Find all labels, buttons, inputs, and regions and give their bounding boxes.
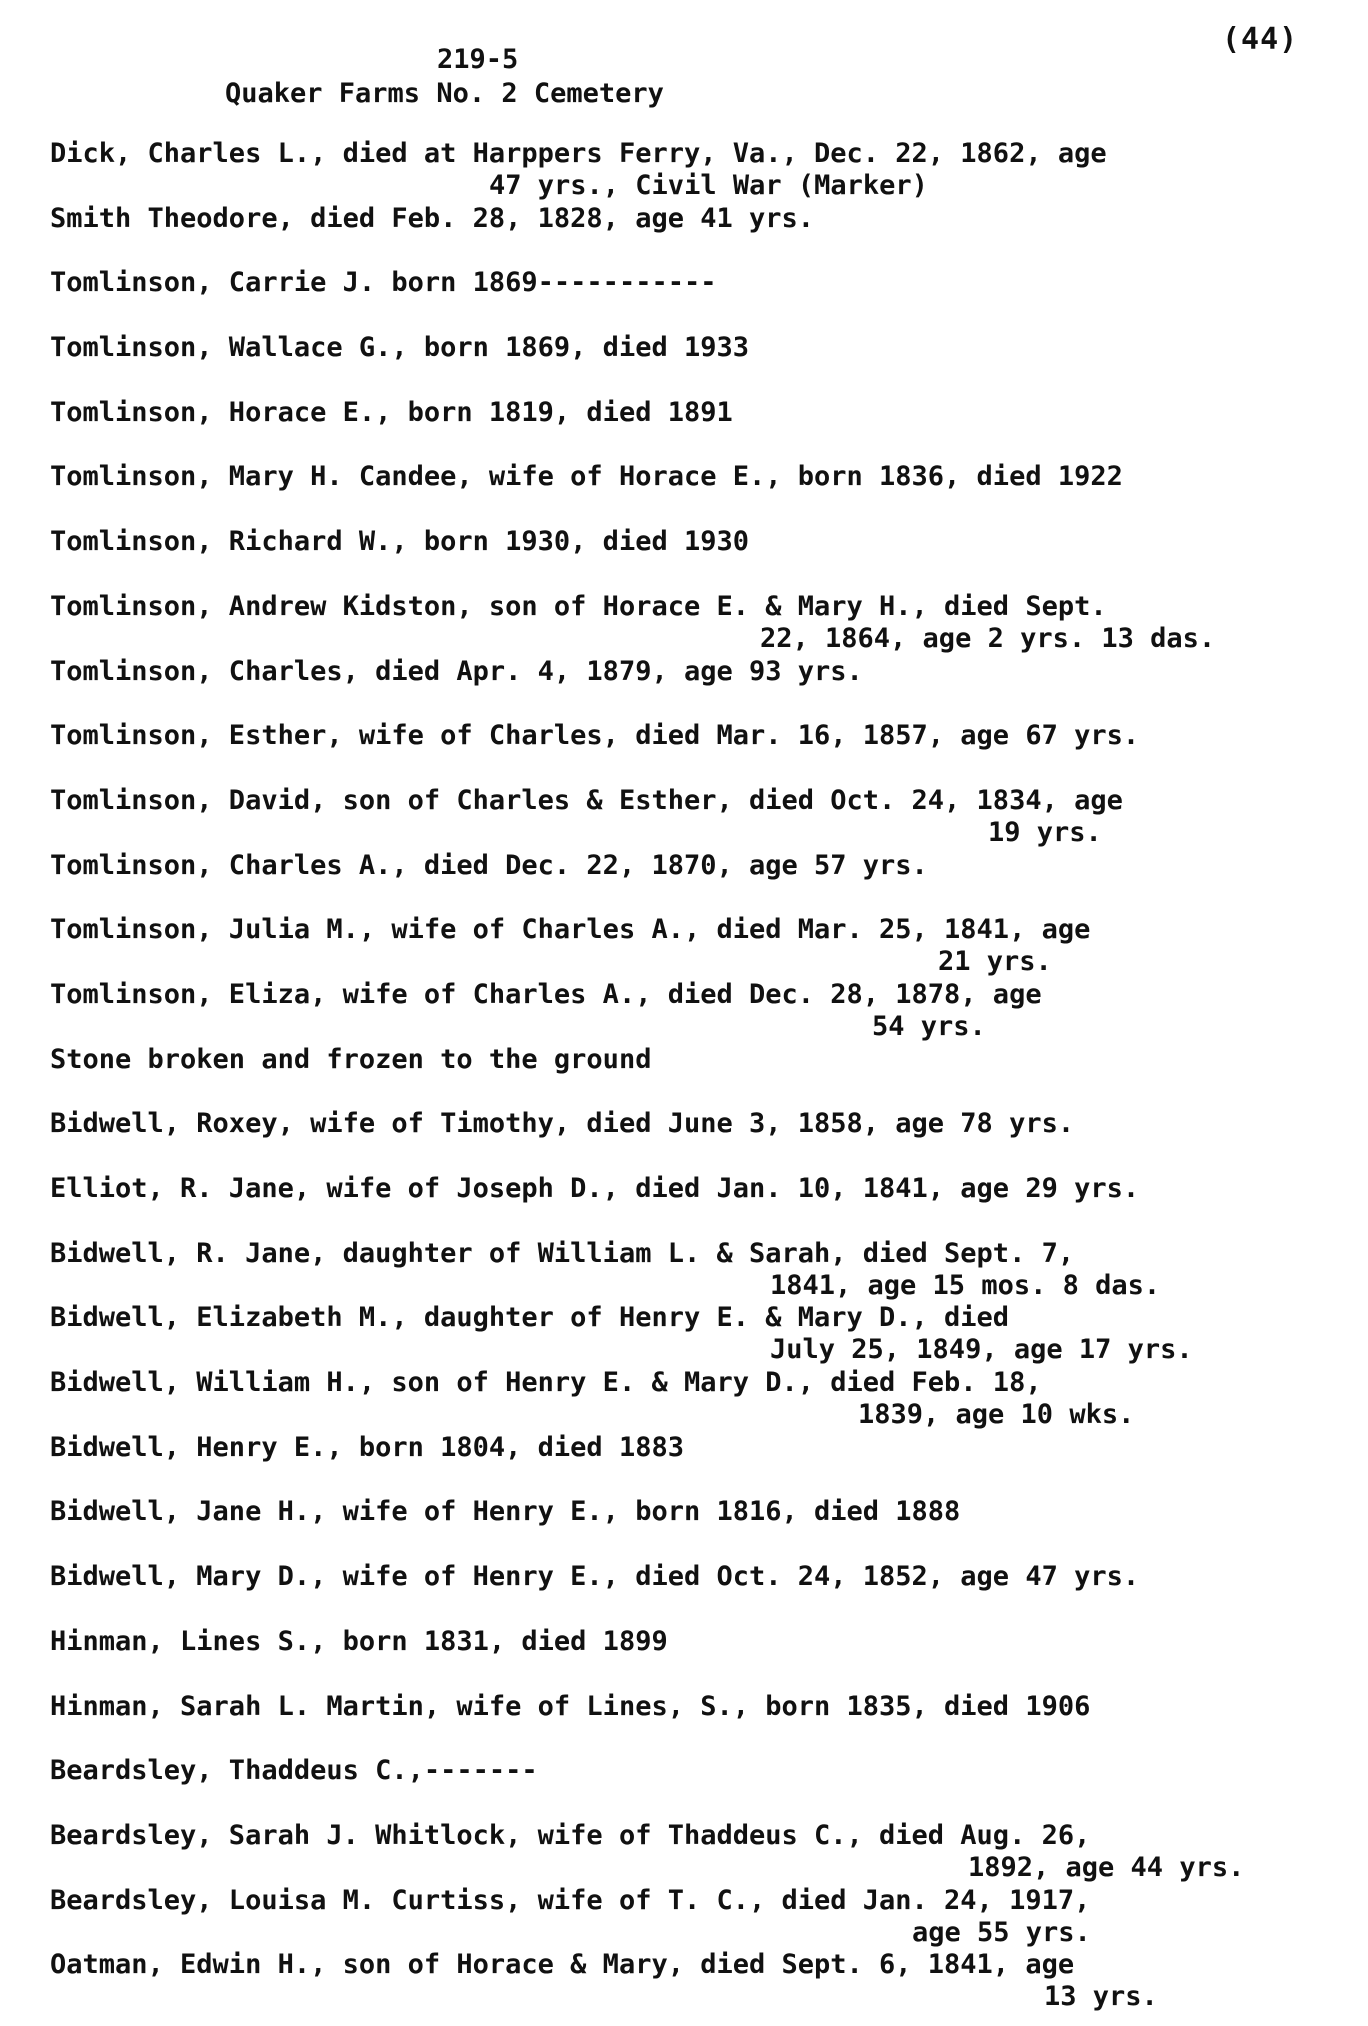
burial-entry [50,656,1350,721]
burial-entry [50,1885,1350,1950]
entry-continuation: 13 yrs. [1044,1981,1158,2013]
burial-entry [50,461,1350,526]
burial-entry [50,1949,1350,2014]
burial-entry [50,785,1350,850]
entry-text: Elliot, R. Jane, wife of Joseph D., died Jan. 10, 1841, age 29 yrs. [50,1173,1140,1204]
entry-continuation: 19 yrs. [988,816,1102,848]
burial-entry [50,138,1350,203]
burial-entry-list [50,138,1350,2014]
burial-entry [50,1820,1350,1885]
entry-continuation: 1892, age 44 yrs. [968,1851,1245,1883]
entry-text: Tomlinson, Wallace G., born 1869, died 1933 [50,332,749,364]
entry-text: Tomlinson, Richard W., born 1930, died 1930 [50,526,749,558]
entry-text: Tomlinson, Eliza, wife of Charles A., died Dec. 28, 1878, age [50,978,1042,1010]
burial-entry [50,591,1350,656]
entry-continuation: 1841, age 15 mos. 8 das. [770,1269,1161,1301]
cemetery-title: Quaker Farms No. 2 Cemetery [225,78,664,109]
burial-entry [50,203,1350,268]
burial-entry [50,1108,1350,1173]
entry-text: Bidwell, Elizabeth M., daughter of Henry E. & Mary D., died [50,1302,1010,1334]
entry-text: Oatman, Edwin H., son of Horace & Mary, died Sept. 6, 1841, age [50,1949,1075,1981]
entry-text: Hinman, Sarah L. Martin, wife of Lines, S., born 1835, died 1906 [50,1690,1091,1722]
entry-text: Dick, Charles L., died at Harppers Ferry, Va., Dec. 22, 1862, age [50,138,1107,169]
burial-entry [50,1691,1350,1756]
entry-text: Beardsley, Thaddeus C.,------- [50,1755,538,1787]
entry-text: Tomlinson, Horace E., born 1819, died 1891 [50,396,733,428]
entry-text: Bidwell, Roxey, wife of Timothy, died June 3, 1858, age 78 yrs. [50,1108,1075,1140]
entry-continuation: 54 yrs. [872,1010,986,1042]
entry-text: Smith Theodore, died Feb. 28, 1828, age 41 yrs. [50,202,815,234]
burial-entry [50,979,1350,1044]
entry-continuation: 22, 1864, age 2 yrs. 13 das. [760,622,1216,654]
entry-continuation: 1839, age 10 wks. [858,1399,1135,1431]
record-code: 219-5 [437,44,519,75]
entry-text: Tomlinson, Andrew Kidston, son of Horace E. & Mary H., died Sept. [50,590,1107,622]
entry-text: Bidwell, Henry E., born 1804, died 1883 [50,1431,684,1463]
entry-text: Tomlinson, Charles A., died Dec. 22, 1870, age 57 yrs. [50,849,928,881]
entry-text: Tomlinson, Charles, died Apr. 4, 1879, age 93 yrs. [50,655,863,687]
entry-text: Beardsley, Louisa M. Curtiss, wife of T. C., died Jan. 24, 1917, [50,1884,1091,1916]
burial-entry [50,267,1350,332]
burial-entry [50,397,1350,462]
burial-entry [50,1561,1350,1626]
burial-entry [50,1755,1350,1820]
burial-entry [50,332,1350,397]
entry-text: Hinman, Lines S., born 1831, died 1899 [50,1625,668,1657]
entry-text: Tomlinson, Julia M., wife of Charles A., died Mar. 25, 1841, age [50,914,1091,946]
entry-text: Tomlinson, Esther, wife of Charles, died Mar. 16, 1857, age 67 yrs. [50,720,1140,752]
burial-entry [50,1432,1350,1497]
burial-entry [50,1238,1350,1303]
entry-text: Stone broken and frozen to the ground [50,1043,652,1075]
entry-continuation: 47 yrs., Civil War (Marker) [489,170,928,201]
burial-entry [50,1367,1350,1432]
entry-continuation: age 55 yrs. [912,1916,1091,1948]
entry-text: Beardsley, Sarah J. Whitlock, wife of Thaddeus C., died Aug. 26, [50,1819,1091,1851]
entry-text: Tomlinson, Carrie J. born 1869----------- [50,267,717,299]
burial-entry [50,1044,1350,1109]
burial-entry [50,1496,1350,1561]
entry-text: Bidwell, William H., son of Henry E. & Mary D., died Feb. 18, [50,1367,1042,1399]
entry-text: Bidwell, Jane H., wife of Henry E., born 1816, died 1888 [50,1496,961,1528]
burial-entry [50,526,1350,591]
entry-continuation: 21 yrs. [938,946,1052,978]
burial-entry [50,914,1350,979]
entry-text: Bidwell, R. Jane, daughter of William L. & Sarah, died Sept. 7, [50,1237,1075,1269]
entry-continuation: July 25, 1849, age 17 yrs. [770,1334,1193,1366]
burial-entry [50,850,1350,915]
entry-text: Tomlinson, Mary H. Candee, wife of Horace E., born 1836, died 1922 [50,461,1123,493]
entry-text: Tomlinson, David, son of Charles & Esther, died Oct. 24, 1834, age [50,784,1123,816]
entry-text: Bidwell, Mary D., wife of Henry E., died Oct. 24, 1852, age 47 yrs. [50,1561,1140,1593]
burial-entry [50,720,1350,785]
page-number: (44) [1222,22,1299,57]
burial-entry [50,1626,1350,1691]
burial-entry [50,1173,1350,1238]
burial-entry [50,1302,1350,1367]
